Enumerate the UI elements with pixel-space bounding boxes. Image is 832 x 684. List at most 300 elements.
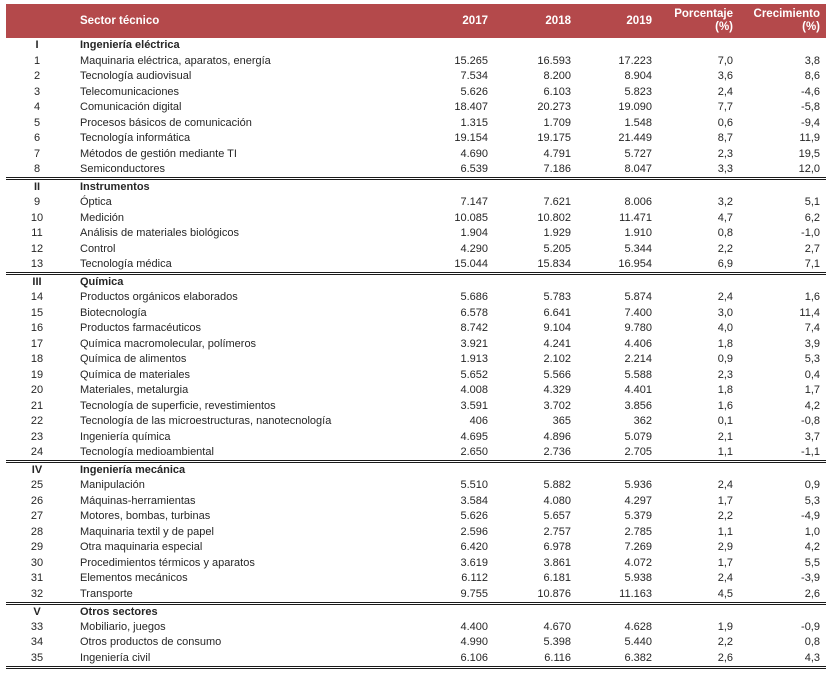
table-row bbox=[6, 587, 826, 604]
value-porcentaje: 2,9 bbox=[717, 541, 733, 554]
value-2019: 4.297 bbox=[624, 494, 652, 507]
section-title: Otros sectores bbox=[68, 603, 416, 620]
row-number: 1 bbox=[33, 54, 41, 67]
sector-name: Motores, bombas, turbinas bbox=[80, 510, 211, 523]
table-row bbox=[6, 414, 826, 430]
section-header-row bbox=[6, 38, 826, 54]
value-2019: 11.163 bbox=[619, 587, 652, 600]
value-2017: 7.147 bbox=[460, 196, 488, 209]
value-crecimiento: 6,2 bbox=[804, 211, 820, 224]
value-crecimiento bbox=[744, 603, 826, 620]
section-numeral: IV bbox=[6, 462, 68, 479]
sector-name: Materiales, metalurgia bbox=[80, 384, 189, 397]
sector-name: Tecnología medioambiental bbox=[80, 446, 214, 458]
value-2018: 2.757 bbox=[543, 525, 571, 538]
header-crecimiento bbox=[744, 4, 826, 38]
value-2019: 2.214 bbox=[624, 353, 652, 366]
table-row bbox=[6, 620, 826, 636]
value-2018: 3.702 bbox=[543, 399, 571, 412]
value-porcentaje: 0,8 bbox=[717, 227, 733, 240]
value-2018: 4.080 bbox=[543, 494, 571, 507]
value-crecimiento: 3,7 bbox=[804, 430, 820, 443]
sector-name: Mobiliario, juegos bbox=[80, 620, 166, 633]
value-crecimiento: 11,4 bbox=[799, 306, 820, 319]
value-2019: 5.936 bbox=[624, 479, 652, 492]
value-crecimiento bbox=[744, 462, 826, 479]
section-header-row bbox=[6, 274, 826, 291]
table-row bbox=[6, 195, 826, 211]
table-row bbox=[6, 540, 826, 556]
value-2017: 6.106 bbox=[416, 651, 499, 668]
value-crecimiento: -9,4 bbox=[801, 116, 820, 129]
value-porcentaje: 1,7 bbox=[717, 494, 733, 507]
table-row bbox=[6, 226, 826, 242]
value-2018: 2.102 bbox=[543, 353, 571, 366]
row-number: 2 bbox=[33, 70, 41, 83]
header-2017: 2017 bbox=[416, 4, 499, 38]
value-2017: 3.584 bbox=[460, 494, 488, 507]
table-row bbox=[6, 430, 826, 446]
value-2018: 5.205 bbox=[543, 242, 571, 255]
value-2017: 4.400 bbox=[460, 620, 488, 633]
value-2018: 19.175 bbox=[537, 132, 571, 145]
value-2017: 3.591 bbox=[460, 399, 488, 412]
row-number: 16 bbox=[30, 322, 44, 335]
value-crecimiento: 5,3 bbox=[804, 494, 820, 507]
sector-name: Tecnología informática bbox=[80, 132, 191, 145]
value-2019: 362 bbox=[633, 415, 652, 428]
value-crecimiento: -3,9 bbox=[801, 572, 820, 585]
value-crecimiento: 1,0 bbox=[804, 525, 820, 538]
value-porcentaje bbox=[663, 603, 744, 620]
value-crecimiento: 2,7 bbox=[804, 242, 820, 255]
value-2018: 10.802 bbox=[537, 211, 571, 224]
value-crecimiento: -1,0 bbox=[801, 227, 820, 240]
value-2019: 4.406 bbox=[624, 337, 652, 350]
sector-name: Química de materiales bbox=[80, 368, 191, 381]
header-2019: 2019 bbox=[582, 4, 663, 38]
table-row bbox=[6, 290, 826, 306]
value-2019: 5.588 bbox=[624, 368, 652, 381]
sector-name: Otros productos de consumo bbox=[80, 636, 222, 649]
row-number: 15 bbox=[30, 306, 44, 319]
table-row bbox=[6, 651, 826, 668]
table-row bbox=[6, 368, 826, 384]
value-2019: 5.874 bbox=[624, 291, 652, 304]
row-number: 28 bbox=[30, 525, 44, 538]
row-number: 10 bbox=[30, 211, 44, 224]
table-row bbox=[6, 85, 826, 101]
sector-name: Ingeniería civil bbox=[68, 651, 416, 668]
value-porcentaje: 0,1 bbox=[717, 415, 733, 428]
sector-name: Métodos de gestión mediante TI bbox=[80, 147, 237, 160]
section-title: Ingeniería eléctrica bbox=[80, 39, 180, 52]
value-2017: 9.755 bbox=[460, 587, 488, 600]
value-porcentaje: 1,7 bbox=[717, 556, 733, 569]
value-porcentaje: 0,6 bbox=[717, 116, 733, 129]
value-2019: 21.449 bbox=[618, 132, 652, 145]
value-2018: 365 bbox=[552, 415, 571, 428]
value-2019: 5.938 bbox=[624, 572, 652, 585]
value-2018: 7.186 bbox=[543, 163, 571, 175]
value-2019: 1.910 bbox=[624, 227, 652, 240]
value-crecimiento: 5,5 bbox=[804, 556, 820, 569]
value-2018: 6.978 bbox=[543, 541, 571, 554]
value-2017: 6.578 bbox=[460, 306, 488, 319]
header-sector-tecnico: Sector técnico bbox=[68, 4, 416, 38]
value-2017: 3.619 bbox=[460, 556, 488, 569]
value-porcentaje: 2,2 bbox=[717, 636, 733, 649]
value-porcentaje bbox=[663, 274, 744, 291]
value-2018 bbox=[499, 603, 582, 620]
value-crecimiento: 7,4 bbox=[804, 322, 820, 335]
sector-name: Comunicación digital bbox=[80, 101, 182, 114]
value-2019: 7.400 bbox=[624, 306, 652, 319]
value-crecimiento: -4,6 bbox=[801, 85, 820, 98]
value-2017: 4.290 bbox=[460, 242, 488, 255]
table-row bbox=[6, 242, 826, 258]
value-porcentaje: 3,2 bbox=[717, 196, 733, 209]
value-2018: 4.241 bbox=[543, 337, 571, 350]
value-porcentaje: 3,6 bbox=[717, 70, 733, 83]
value-2019: 5.823 bbox=[624, 85, 652, 98]
value-porcentaje: 2,4 bbox=[717, 479, 733, 492]
table-row bbox=[6, 100, 826, 116]
table-row bbox=[6, 147, 826, 163]
sector-table bbox=[6, 4, 826, 669]
value-crecimiento: 5,3 bbox=[804, 353, 820, 366]
value-crecimiento: 4,2 bbox=[804, 399, 820, 412]
value-2019: 5.727 bbox=[624, 147, 652, 160]
value-2019: 19.090 bbox=[618, 101, 652, 114]
table-row bbox=[6, 494, 826, 510]
value-crecimiento: 0,9 bbox=[804, 479, 820, 492]
sector-name: Productos farmacéuticos bbox=[80, 322, 202, 335]
value-porcentaje: 2,4 bbox=[717, 572, 733, 585]
value-2018: 4.670 bbox=[543, 620, 571, 633]
table-row bbox=[6, 352, 826, 368]
row-number: 30 bbox=[30, 556, 44, 569]
row-number: 3 bbox=[33, 85, 41, 98]
row-number: 11 bbox=[31, 227, 43, 240]
value-2017 bbox=[416, 274, 499, 291]
row-number: 25 bbox=[30, 479, 44, 492]
value-2017: 6.539 bbox=[460, 163, 488, 175]
value-crecimiento: -1,1 bbox=[801, 446, 820, 458]
value-porcentaje: 1,1 bbox=[717, 525, 733, 538]
value-2018: 20.273 bbox=[537, 101, 571, 114]
value-2017: 2.650 bbox=[460, 446, 488, 458]
sector-name: Tecnología de superficie, revestimientos bbox=[80, 399, 276, 412]
value-2019: 5.440 bbox=[624, 636, 652, 649]
value-2017: 3.921 bbox=[460, 337, 488, 350]
value-porcentaje bbox=[663, 38, 744, 54]
value-2018: 6.181 bbox=[543, 572, 571, 585]
value-crecimiento bbox=[744, 179, 826, 196]
sector-name: Transporte bbox=[80, 587, 133, 600]
value-porcentaje: 4,5 bbox=[717, 587, 733, 600]
row-number: 5 bbox=[33, 116, 41, 129]
sector-name: Manipulación bbox=[80, 479, 145, 492]
value-2018 bbox=[499, 38, 582, 54]
section-numeral: II bbox=[6, 179, 68, 196]
value-crecimiento: 5,1 bbox=[804, 196, 820, 209]
value-2018: 6.103 bbox=[543, 85, 571, 98]
row-number: 9 bbox=[33, 196, 41, 209]
sector-name: Química macromolecular, polímeros bbox=[80, 337, 257, 350]
sector-name: Medición bbox=[80, 211, 125, 224]
section-numeral: I bbox=[35, 39, 39, 52]
value-2018: 16.593 bbox=[537, 54, 571, 67]
row-number: 7 bbox=[33, 147, 41, 160]
table-row bbox=[6, 445, 826, 462]
value-2017 bbox=[416, 38, 499, 54]
value-porcentaje: 2,4 bbox=[717, 291, 733, 304]
row-number: 24 bbox=[30, 446, 44, 458]
row-number: 23 bbox=[30, 430, 44, 443]
value-porcentaje: 1,8 bbox=[717, 384, 733, 397]
value-porcentaje: 1,8 bbox=[717, 337, 733, 350]
table-row bbox=[6, 383, 826, 399]
value-2019: 8.047 bbox=[624, 163, 652, 175]
row-number: 33 bbox=[30, 620, 44, 633]
table-row bbox=[6, 337, 826, 353]
sector-name: Tecnología de las microestructuras, nanotecnología bbox=[80, 415, 332, 428]
value-2017: 10.085 bbox=[454, 211, 488, 224]
row-number: 35 bbox=[6, 651, 68, 668]
row-number: 6 bbox=[33, 132, 41, 145]
value-2018: 6.641 bbox=[543, 306, 571, 319]
value-crecimiento: 3,9 bbox=[804, 337, 820, 350]
value-2019: 2.705 bbox=[624, 446, 652, 458]
value-2018: 5.398 bbox=[543, 636, 571, 649]
table-header-row bbox=[6, 4, 826, 38]
section-title: Ingeniería mecánica bbox=[68, 462, 416, 479]
header-porcentaje-unit: (%) bbox=[715, 21, 733, 33]
header-crecimiento-unit: (%) bbox=[802, 21, 820, 33]
value-2017 bbox=[416, 462, 499, 479]
value-2017: 18.407 bbox=[454, 101, 488, 114]
value-2019: 8.904 bbox=[624, 70, 652, 83]
row-number: 21 bbox=[30, 399, 44, 412]
table-row bbox=[6, 556, 826, 572]
value-porcentaje bbox=[663, 179, 744, 196]
value-2019: 7.269 bbox=[624, 541, 652, 554]
sector-name: Otra maquinaria especial bbox=[80, 541, 203, 554]
row-number: 34 bbox=[30, 636, 44, 649]
value-2017: 4.990 bbox=[460, 636, 488, 649]
value-2018: 5.882 bbox=[543, 479, 571, 492]
row-number: 22 bbox=[30, 415, 44, 428]
value-2019 bbox=[582, 179, 663, 196]
value-2019: 6.382 bbox=[582, 651, 663, 668]
table-row bbox=[6, 571, 826, 587]
value-porcentaje: 2,3 bbox=[717, 368, 733, 381]
section-header-row bbox=[6, 462, 826, 479]
value-2018: 15.834 bbox=[537, 258, 571, 270]
value-2018 bbox=[499, 462, 582, 479]
value-2017: 7.534 bbox=[460, 70, 488, 83]
row-number: 18 bbox=[30, 353, 44, 366]
table-row bbox=[6, 131, 826, 147]
header-crecimiento-label: Crecimiento bbox=[753, 8, 820, 20]
value-crecimiento: 0,4 bbox=[804, 368, 820, 381]
value-porcentaje: 3,3 bbox=[717, 163, 733, 175]
value-2017: 1.315 bbox=[460, 116, 488, 129]
value-2017: 8.742 bbox=[460, 322, 488, 335]
value-2019: 9.780 bbox=[624, 322, 652, 335]
value-crecimiento: -4,9 bbox=[801, 510, 820, 523]
value-crecimiento: 12,0 bbox=[798, 163, 820, 175]
value-2017: 6.420 bbox=[460, 541, 488, 554]
header-2018: 2018 bbox=[499, 4, 582, 38]
value-crecimiento: 3,8 bbox=[804, 54, 820, 67]
value-2017: 15.265 bbox=[454, 54, 488, 67]
value-crecimiento: 2,6 bbox=[804, 587, 820, 600]
value-2018: 3.861 bbox=[543, 556, 571, 569]
header-porcentaje bbox=[663, 4, 744, 38]
value-crecimiento: 1,6 bbox=[804, 291, 820, 304]
row-number: 27 bbox=[30, 510, 44, 523]
sector-name: Química de alimentos bbox=[80, 353, 187, 366]
table-row bbox=[6, 257, 826, 274]
value-porcentaje: 6,9 bbox=[717, 258, 733, 270]
value-2018 bbox=[499, 274, 582, 291]
value-porcentaje: 4,0 bbox=[717, 322, 733, 335]
sector-name: Productos orgánicos elaborados bbox=[80, 291, 238, 304]
row-number: 4 bbox=[33, 101, 41, 114]
value-2019 bbox=[582, 603, 663, 620]
value-porcentaje: 7,0 bbox=[717, 54, 733, 67]
value-2017: 1.913 bbox=[460, 353, 488, 366]
value-crecimiento: -0,8 bbox=[801, 415, 820, 428]
value-crecimiento: 8,6 bbox=[804, 70, 820, 83]
value-porcentaje: 2,2 bbox=[717, 242, 733, 255]
value-2019: 5.344 bbox=[624, 242, 652, 255]
value-2017: 19.154 bbox=[454, 132, 488, 145]
value-2018: 4.896 bbox=[543, 430, 571, 443]
value-2019: 5.079 bbox=[624, 430, 652, 443]
section-title: Instrumentos bbox=[68, 179, 416, 196]
row-number: 13 bbox=[30, 258, 44, 270]
sector-name: Semiconductores bbox=[80, 163, 165, 175]
value-2019: 4.628 bbox=[624, 620, 652, 633]
value-porcentaje: 3,0 bbox=[717, 306, 733, 319]
value-2017: 6.112 bbox=[461, 572, 488, 585]
sector-name: Elementos mecánicos bbox=[80, 572, 188, 585]
value-2018: 10.876 bbox=[537, 587, 571, 600]
value-2017: 5.686 bbox=[460, 291, 488, 304]
value-2017 bbox=[416, 603, 499, 620]
value-2018: 1.709 bbox=[543, 116, 571, 129]
value-porcentaje: 2,1 bbox=[717, 430, 733, 443]
value-crecimiento: 0,8 bbox=[804, 636, 820, 649]
value-2018: 5.566 bbox=[543, 368, 571, 381]
table-row bbox=[6, 54, 826, 70]
table-row bbox=[6, 211, 826, 227]
sector-name: Maquinaria textil y de papel bbox=[80, 525, 214, 538]
sector-name: Tecnología audiovisual bbox=[80, 70, 192, 83]
value-crecimiento bbox=[744, 38, 826, 54]
row-number: 17 bbox=[30, 337, 44, 350]
value-crecimiento bbox=[744, 274, 826, 291]
row-number: 12 bbox=[30, 242, 44, 255]
section-header-row bbox=[6, 603, 826, 620]
sector-name: Ingeniería química bbox=[80, 430, 171, 443]
section-header-row bbox=[6, 179, 826, 196]
value-porcentaje bbox=[663, 462, 744, 479]
value-porcentaje: 0,9 bbox=[717, 353, 733, 366]
value-porcentaje: 2,6 bbox=[663, 651, 744, 668]
value-porcentaje: 8,7 bbox=[717, 132, 733, 145]
value-2019: 1.548 bbox=[624, 116, 652, 129]
value-2017: 2.596 bbox=[460, 525, 488, 538]
row-number: 14 bbox=[30, 291, 44, 304]
table-row bbox=[6, 321, 826, 337]
value-2019: 4.072 bbox=[624, 556, 652, 569]
row-number: 29 bbox=[30, 541, 44, 554]
value-2017: 5.510 bbox=[460, 479, 488, 492]
table-row bbox=[6, 525, 826, 541]
value-porcentaje: 2,2 bbox=[717, 510, 733, 523]
value-2019: 17.223 bbox=[618, 54, 652, 67]
sector-name: Procesos básicos de comunicación bbox=[80, 116, 252, 129]
value-2017 bbox=[416, 179, 499, 196]
value-crecimiento: 7,1 bbox=[804, 258, 820, 270]
sector-name: Análisis de materiales biológicos bbox=[80, 227, 239, 240]
value-porcentaje: 1,9 bbox=[717, 620, 733, 633]
value-crecimiento: 11,9 bbox=[799, 132, 820, 145]
row-number: 32 bbox=[30, 587, 44, 600]
row-number: 20 bbox=[30, 384, 44, 397]
sector-name: Óptica bbox=[80, 196, 112, 209]
sector-name: Maquinaria eléctrica, aparatos, energía bbox=[80, 54, 271, 67]
sector-name: Telecomunicaciones bbox=[80, 85, 180, 98]
sector-name: Biotecnología bbox=[80, 306, 147, 319]
section-title: Química bbox=[68, 274, 416, 291]
header-porcentaje-label: Porcentaje bbox=[674, 8, 733, 20]
value-2018: 8.200 bbox=[543, 70, 571, 83]
row-number: 26 bbox=[30, 494, 44, 507]
value-2018: 5.783 bbox=[543, 291, 571, 304]
value-2019: 2.785 bbox=[624, 525, 652, 538]
value-2018: 1.929 bbox=[543, 227, 571, 240]
value-2017: 15.044 bbox=[454, 258, 488, 270]
value-2017: 5.626 bbox=[460, 510, 488, 523]
value-2018 bbox=[499, 179, 582, 196]
value-2019: 8.006 bbox=[624, 196, 652, 209]
table-row bbox=[6, 306, 826, 322]
row-number: 19 bbox=[30, 368, 44, 381]
value-crecimiento: -5,8 bbox=[801, 101, 820, 114]
value-2017: 1.904 bbox=[460, 227, 488, 240]
sector-name: Procedimientos térmicos y aparatos bbox=[80, 556, 255, 569]
value-2018: 9.104 bbox=[543, 322, 571, 335]
table-row bbox=[6, 399, 826, 415]
table-row bbox=[6, 116, 826, 132]
value-crecimiento: 4,2 bbox=[804, 541, 820, 554]
value-2018: 5.657 bbox=[543, 510, 571, 523]
value-2019 bbox=[582, 462, 663, 479]
table-row bbox=[6, 69, 826, 85]
value-crecimiento: 4,3 bbox=[744, 651, 826, 668]
value-2019: 4.401 bbox=[624, 384, 652, 397]
sector-name: Control bbox=[80, 242, 116, 255]
value-2019: 3.856 bbox=[624, 399, 652, 412]
table-row bbox=[6, 162, 826, 179]
sector-name: Máquinas-herramientas bbox=[80, 494, 196, 507]
section-numeral: V bbox=[6, 603, 68, 620]
